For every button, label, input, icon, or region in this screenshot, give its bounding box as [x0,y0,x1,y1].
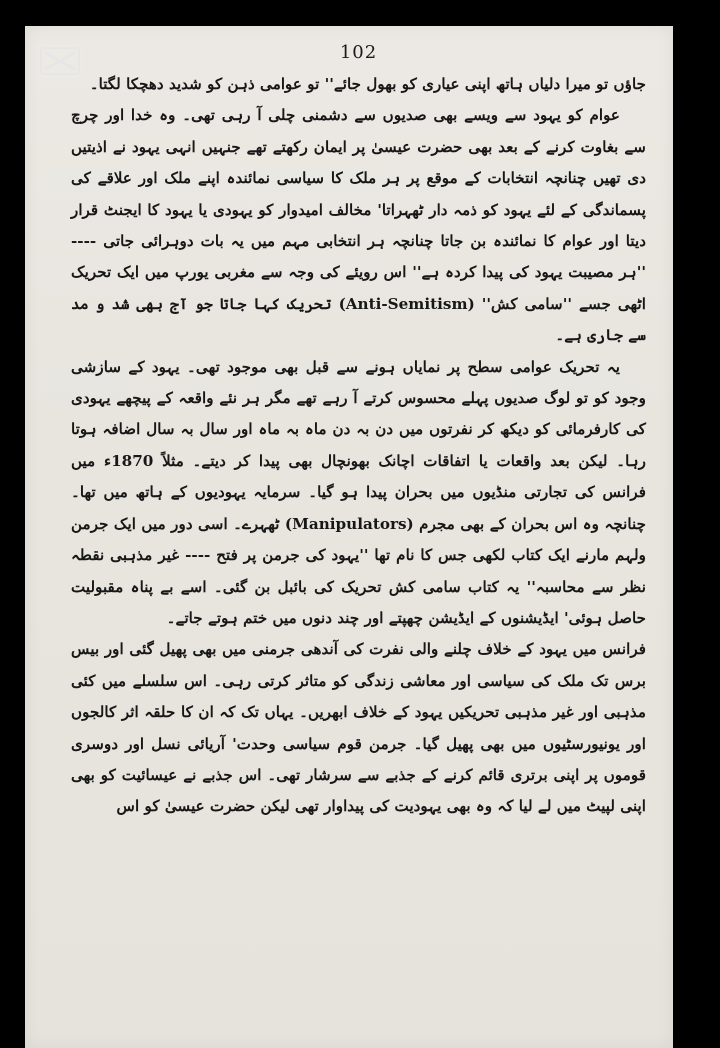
close-button[interactable] [38,44,82,78]
page-content [71,40,646,1040]
book-page [25,26,673,1048]
page-text [71,69,646,823]
paragraph-2: عوام کو یہود سے ویسے بھی صدیوں سے دشمنی چلی آ رہی تھی۔ وہ خدا اور چرچ سے بغاوت کرنے کے بعد بھی حضرت عیسیٰ پر ایمان رکھتے تھے جنہیں انہی یہود نے اذیتیں دی تھیں چنانچہ انتخابات کے موقع پر ہر ملک کا سیاسی نمائندہ اپنے ملک اور علاقے کی پسماندگی کے لئے یہود کو ذمہ دار ٹھہراتا' مخالف امیدوار کو یہودی یا یہود کا ایجنٹ قرار دیتا اور عوام کا نمائندہ بن جاتا چنانچہ ہر انتخابی مہم میں یہ بات دوہرائی جاتی ---- ''ہر مصیبت یہود کی پیدا کردہ ہے'' اس رویئے کی وجہ سے مغربی یورپ میں ایک تحریک اٹھی جسے ''سامی کش'' (Anti-Semitism) تحریک کہا جاتا جو آج بھی شد و مد سے جاری ہے۔ [71,106,646,345]
close-icon [40,45,80,77]
paragraph-1: جاؤں تو میرا دلیاں ہاتھ اپنی عیاری کو بھول جائے'' تو عوامی ذہن کو شدید دھچکا لگتا۔ [89,75,646,93]
paragraph-3: یہ تحریک عوامی سطح پر نمایاں ہونے سے قبل بھی موجود تھی۔ یہود کے سازشی وجود کو تو لوگ صدیوں پہلے محسوس کرتے آ رہے تھے مگر ہر نئے واقعہ کے پیچھے یہودی کی کارفرمائی کو دیکھ کر نفرتوں میں دن بہ دن ماہ بہ ماہ اور سال بہ سال اضافہ ہوتا رہا۔ لیکن بعد واقعات یا اتفاقات اچانک بھونچال بھی پیدا کر دیتے۔ مثلاً 1870ء میں فرانس کی تجارتی منڈیوں میں بحران پیدا ہو گیا۔ سرمایہ یہودیوں کے ہاتھ میں تھا۔ چنانچہ وہ اس بحران کے بھی مجرم (Manipulators) ٹھہرے۔ اسی دور میں ایک جرمن ولہم مارنے ایک کتاب لکھی جس کا نام تھا ''یہود کی جرمن پر فتح ---- غیر مذہبی نقطہ نظر سے محاسبہ'' یہ کتاب سامی کش تحریک کی بائبل بن گئی۔ اسے بے پناہ مقبولیت حاصل ہوئی' ایڈیشنوں کے ایڈیشن چھپتے اور چند دنوں میں ختم ہوتے جاتے۔ [71,357,646,627]
page-number: 102 [339,42,378,63]
paragraph-4: فرانس میں یہود کے خلاف چلنے والی نفرت کی آندھی جرمنی میں بھی پھیل گئی اور بیس برس تک ملک کی سیاسی اور معاشی زندگی کو متاثر کرتی رہی۔ اس سلسلے میں کئی مذہبی اور غیر مذہبی تحریکیں یہود کے خلاف ابھریں۔ یہاں تک کہ ان کا حلقہ اثر کالجوں اور یونیورسٹیوں میں بھی پھیل گیا۔ جرمن قوم سیاسی وحدت' آریائی نسل اور دوسری قوموں پر اپنی برتری قائم کرنے کے جذبے سے سرشار تھی۔ اس جذبے نے عیسائیت کو بھی اپنی لپیٹ میں لے لیا کہ وہ بھی یہودیت کی پیداوار تھی لیکن حضرت عیسیٰ کو اس [71,640,646,816]
